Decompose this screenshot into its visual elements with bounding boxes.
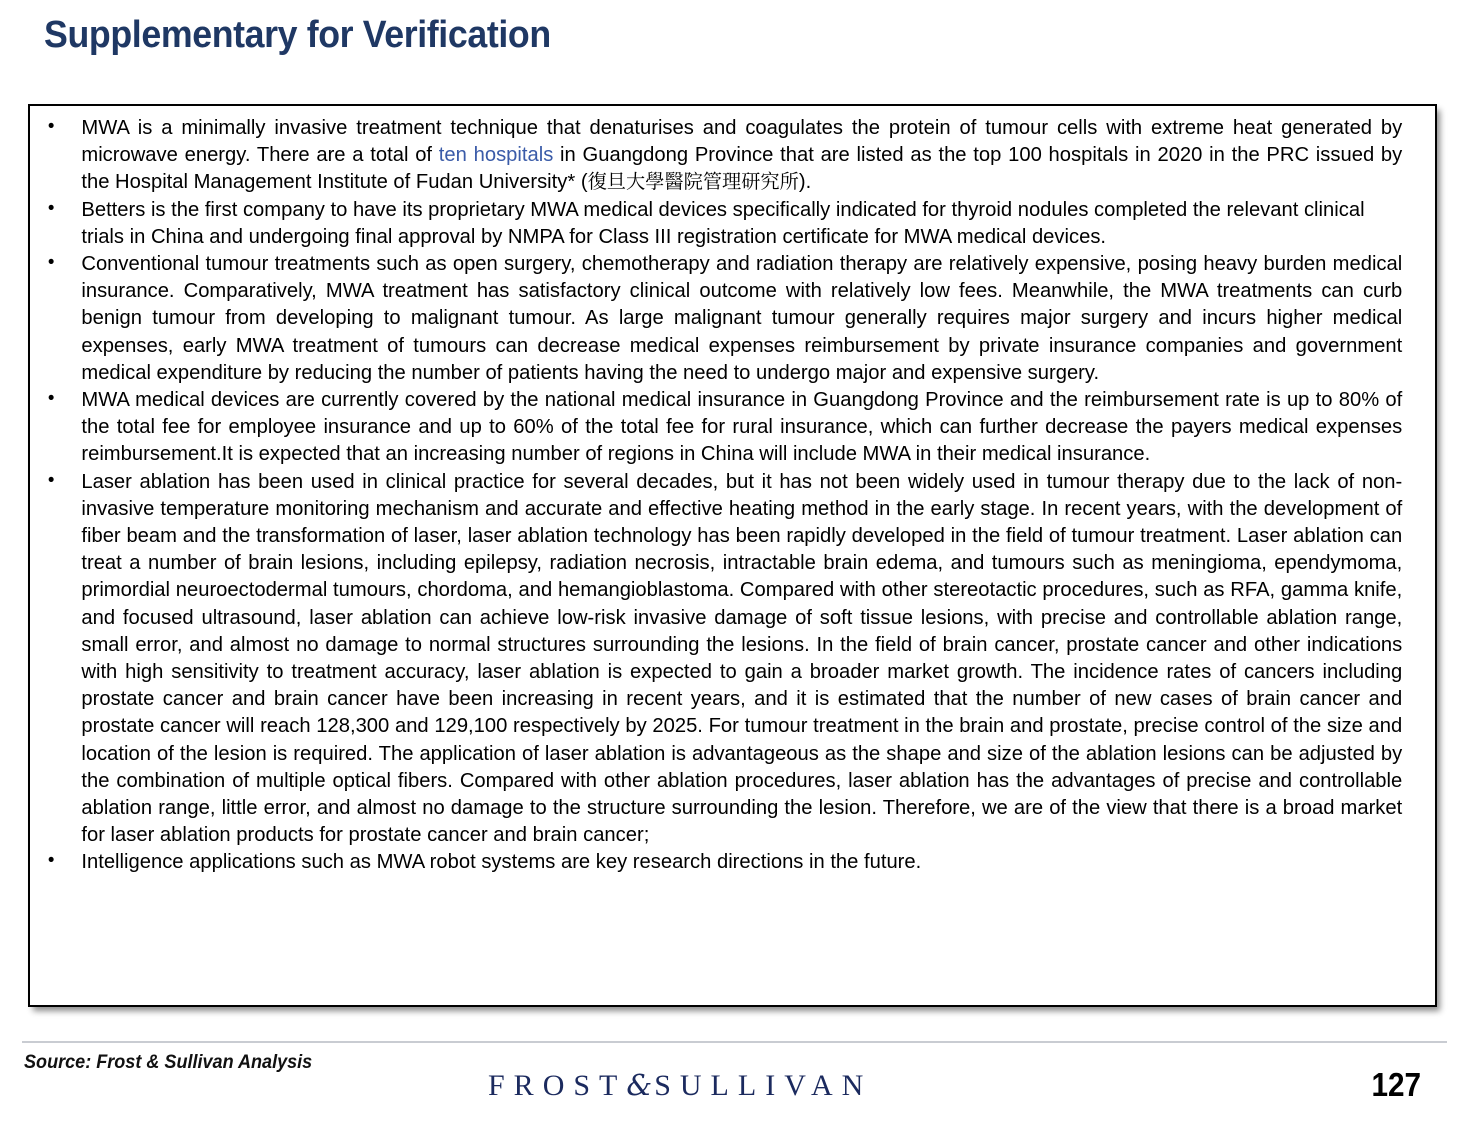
bullet-text-segment: MWA medical devices are currently covered by the national medical insurance in Guangdong Province and the reimbursement rate is up to 80% of the total fee for employee insurance and up to 60% of the total fee for rural insurance, which can further decrease the payers medical expenses reimbursement.It is expected that an increasing number of regions in China will include MWA in their medical insurance. [81,388,1403,466]
bullet-mwa-definition [40,114,1402,196]
bullet-text-segment: ). [798,170,812,194]
bullet-insurance-coverage [40,386,1402,468]
inline-link-ten-hospitals[interactable]: ten hospitals [438,143,554,167]
bullet-conventional-treatments [40,250,1402,386]
cjk-institute-name: 復旦大學醫院管理研究所 [587,170,799,194]
logo-word-frost: FROST [488,1069,627,1102]
logo-word-sullivan: SULLIVAN [654,1069,873,1102]
bullet-text-segment: Laser ablation has been used in clinical practice for several decades, but it has not been widely used in tumour therapy due to the lack of non-invasive temperature monitoring mechanism and accurate and effective heating method in the early stage. In recent years, with the development of fiber beam and the transformation of laser, laser ablation technology has been rapidly developed in the field of tumour treatment. Laser ablation can treat a number of brain lesions, including epilepsy, radiation necrosis, intractable brain edema, and tumours such as meningioma, ependymoma, primordial neuroectodermal tumours, chordoma, and hemangioblastoma. Compared with other stereotactic procedures, such as RFA, gamma knife, and focused ultrasound, laser ablation can achieve low-risk invasive damage of soft tissue lesions, with precise and controllable ablation range, small error, and almost no damage to normal structures surrounding the lesions. In the field of brain cancer, prostate cancer and other indications with high sensitivity to treatment accuracy, laser ablation is expected to gain a broader market growth. The incidence rates of cancers including prostate cancer and brain cancer have been increasing in recent years, and it is estimated that the number of new cases of brain cancer and prostate cancer will reach 128,300 and 129,100 respectively by 2025. For tumour treatment in the brain and prostate, precise control of the size and location of the lesion is required. The application of laser ablation is advantageous as the shape and size of the ablation lesions can be adjusted by the combination of multiple optical fibers. Compared with other ablation procedures, laser ablation has the advantages of precise and controllable ablation range, little error, and almost no damage to the structure surrounding the lesion. Therefore, we are of the view that there is a broad market for laser ablation products for prostate cancer and brain cancer; [81,469,1403,847]
bullet-betters-nmpa [40,196,1402,250]
bullet-text-segment: in Guangdong Province that are listed as the top 100 hospitals in 2020 in the PRC issued by the Hospital Management Institute of Fudan University* ( [81,143,1403,194]
bullet-text-segment: Intelligence applications such as MWA robot systems are key research directions in the future. [81,850,922,874]
footer-divider [22,1041,1447,1043]
frost-sullivan-logo [488,1068,872,1103]
source-note: Source: Frost & Sullivan Analysis [24,1052,313,1073]
bullet-intelligence-applications [40,848,1402,875]
content-box [28,104,1437,1007]
logo-ampersand-icon: & [626,1068,655,1102]
bullet-list [40,114,1423,876]
page-number: 127 [1371,1066,1421,1103]
bullet-text-segment: MWA is a minimally invasive treatment technique that denaturises and coagulates the protein of tumour cells with extreme heat generated by microwave energy. There are a total of [81,116,1403,167]
bullet-text-segment: Betters is the first company to have its proprietary MWA medical devices specifically indicated for thyroid nodules completed the relevant clinical trials in China and undergoing final approval by NMPA for Class III registration certificate for MWA medical devices. [81,197,1365,248]
page-title: Supplementary for Verification [44,14,551,56]
bullet-laser-ablation [40,468,1402,849]
bullet-text-segment: Conventional tumour treatments such as open surgery, chemotherapy and radiation therapy are relatively expensive, posing heavy burden medical insurance. Comparatively, MWA treatment has satisfactory clinical outcome with relatively low fees. Meanwhile, the MWA treatments can curb benign tumour from developing to malignant tumour. As large malignant tumour generally requires major surgery and incurs higher medical expenses, early MWA treatment of tumours can decrease medical expenses reimbursement by private insurance companies and government medical expenditure by reducing the number of patients having the need to undergo major and expensive surgery. [81,252,1403,384]
